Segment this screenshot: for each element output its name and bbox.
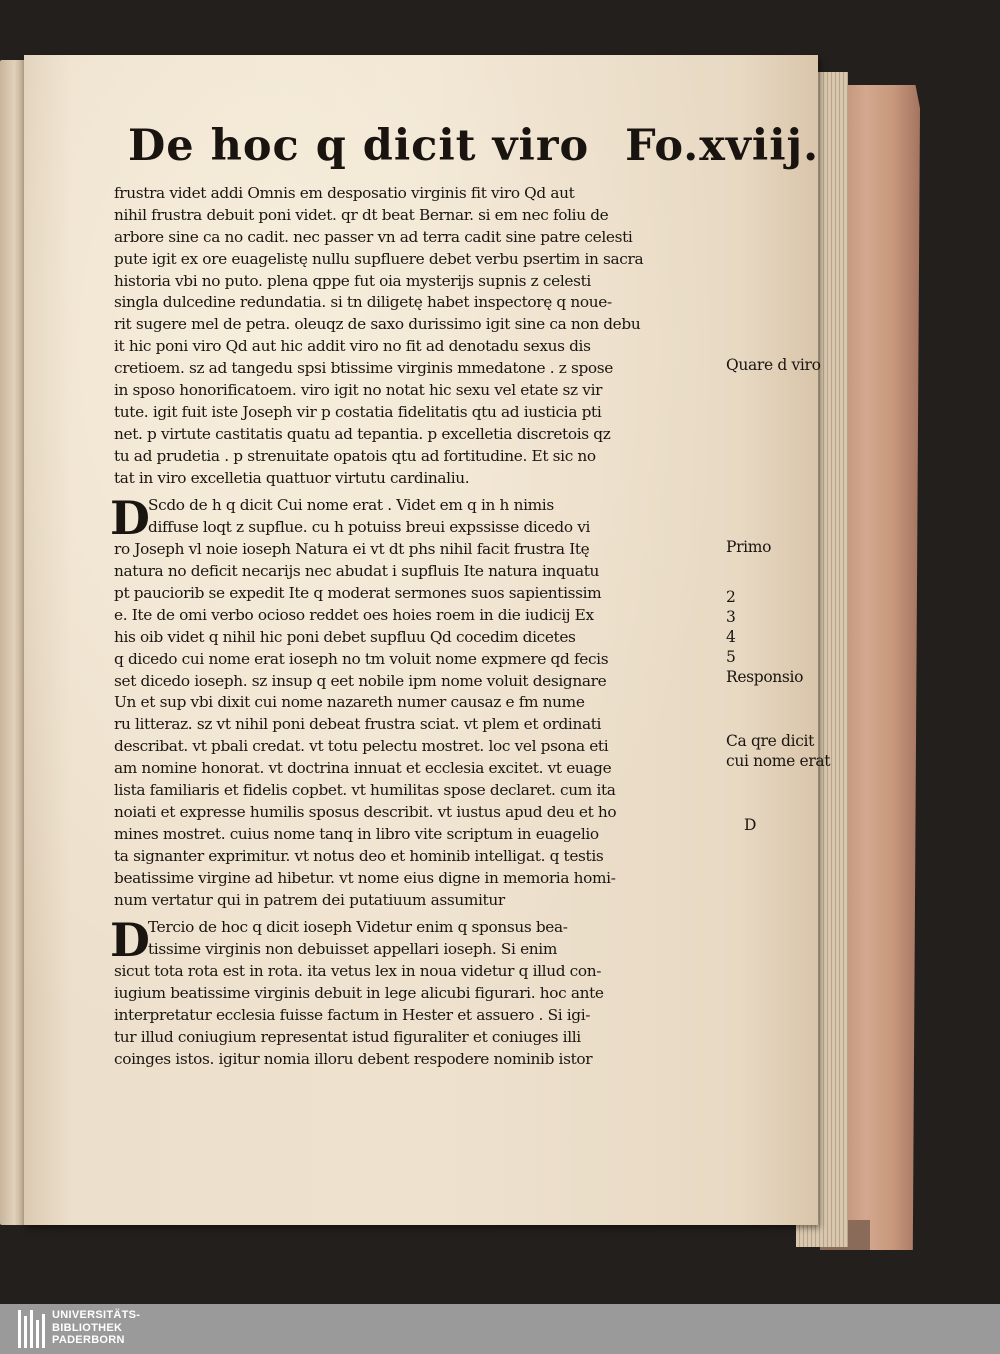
- library-name-line: UNIVERSITÄTS-: [52, 1309, 141, 1321]
- text-line: singla dulcedine redundatia. si tn diligetę habet inspectorę q noue-: [114, 293, 612, 312]
- text-line: natura no deficit necarijs nec abudat i supfluis Ite natura inquatu: [114, 562, 600, 581]
- margin-note: cui nome erat: [726, 752, 831, 770]
- text-line: tat in viro excelletia quattuor virtutu cardinaliu.: [114, 468, 470, 487]
- library-name: [52, 1309, 140, 1347]
- text-line: Tercio de hoc q dicit ioseph Videtur enim q sponsus bea-: [148, 918, 568, 937]
- text-line: pute igit ex ore euagelistę nullu supfluere debet verbu psertim in sacra: [114, 249, 644, 268]
- margin-note: Ca qre dicit: [726, 732, 815, 750]
- book-page: [24, 55, 831, 1225]
- running-heading: [128, 121, 819, 171]
- text-line: it hic poni viro Qd aut hic addit viro no fit ad denotadu sexus dis: [114, 337, 591, 356]
- text-line: ro Joseph vl noie ioseph Natura ei vt dt phs nihil facit frustra Itę: [114, 540, 590, 559]
- text-line: noiati et expresse humilis sposus describit. vt iustus apud deu et ho: [114, 802, 617, 821]
- text-line: his oib videt q nihil hic poni debet supfluu Qd cocedim dicetes: [114, 627, 576, 646]
- text-line: Scdo de h q dicit Cui nome erat . Videt em q in h nimis: [148, 496, 554, 515]
- margin-note: 4: [726, 628, 736, 646]
- text-line: lista familiaris et fidelis copbet. vt humilitas spose declaret. cum ita: [114, 781, 616, 800]
- text-paragraph: [110, 913, 674, 1070]
- text-line: am nomine honorat. vt doctrina innuat et ecclesia excitet. vt euage: [114, 759, 612, 778]
- text-line: sicut tota rota est in rota. ita vetus lex in noua videtur q illud con-: [114, 962, 602, 981]
- drop-initial: D: [110, 491, 150, 546]
- text-line: tur illud coniugium representat istud figuraliter et coniuges illi: [114, 1027, 581, 1046]
- library-footer-bar: [0, 1304, 1000, 1354]
- library-name-line: PADERBORN: [52, 1334, 125, 1346]
- text-line: set dicedo ioseph. sz insup q eet nobile ipm nome voluit designare: [114, 671, 607, 690]
- text-line: rit sugere mel de petra. oleuqz de saxo durissimo igit sine ca non debu: [114, 315, 641, 334]
- text-paragraph: [110, 491, 674, 911]
- main-text-block: [110, 183, 831, 1071]
- text-line: pt pauciorib se expedit Ite q moderat sermones suos sapientissim: [114, 584, 602, 603]
- text-line: tissime virginis non debuisset appellari ioseph. Si enim: [148, 940, 557, 959]
- facing-page-edge: [0, 60, 26, 1225]
- text-paragraph: [114, 183, 674, 489]
- margin-note: 2: [726, 588, 736, 606]
- margin-note: Responsio: [726, 668, 804, 686]
- margin-note: Quare d viro: [726, 356, 821, 374]
- text-line: tu ad prudetia . p strenuitate opatois qtu ad fortitudine. Et sic no: [114, 446, 596, 465]
- text-line: ta signanter exprimitur. vt notus deo et hominib intelligat. q testis: [114, 846, 604, 865]
- margin-note: Primo: [726, 538, 772, 556]
- drop-initial: D: [110, 913, 150, 968]
- margin-note: 5: [726, 648, 736, 666]
- text-line: frustra videt addi Omnis em desposatio virginis fit viro Qd aut: [114, 184, 575, 202]
- text-line: mines mostret. cuius nome tanq in libro vite scriptum in euagelio: [114, 824, 599, 843]
- library-name-line: BIBLIOTHEK: [52, 1321, 123, 1334]
- text-line: diffuse loqt z supflue. cu h potuiss breui expssisse dicedo vi: [148, 518, 591, 537]
- text-line: cretioem. sz ad tangedu spsi btissime virginis mmedatone . z spose: [114, 359, 613, 378]
- text-line: arbore sine ca no cadit. nec passer vn ad terra cadit sine patre celesti: [114, 227, 633, 246]
- text-line: q dicedo cui nome erat ioseph no tm voluit nome expmere qd fecis: [114, 649, 609, 668]
- library-logo-icon: [16, 1308, 46, 1350]
- text-line: in sposo honorificatoem. viro igit no notat hic sexu vel etate sz vir: [114, 381, 603, 400]
- text-line: beatissime virgine ad hibetur. vt nome eius digne in memoria homi-: [114, 868, 616, 887]
- text-line: num vertatur qui in patrem dei putatiuum assumitur: [114, 890, 505, 909]
- text-line: historia vbi no puto. plena qppe fut oia mysterijs supnis z celesti: [114, 271, 591, 290]
- margin-note: 3: [726, 608, 736, 626]
- text-line: coinges istos. igitur nomia illoru debent respodere nominib istor: [114, 1049, 593, 1068]
- text-line: interpretatur ecclesia fuisse factum in Hester et assuero . Si igi-: [114, 1005, 591, 1024]
- text-line: e. Ite de omi verbo ocioso reddet oes hoies roem in die iudicij Ex: [114, 605, 594, 624]
- text-line: tute. igit fuit iste Joseph vir p costatia fidelitatis qtu ad iusticia pti: [114, 402, 602, 421]
- text-line: nihil frustra debuit poni videt. qr dt beat Bernar. si em nec foliu de: [114, 205, 609, 224]
- heading-title: De hoc q dicit viro: [128, 121, 590, 171]
- text-line: describat. vt pbali credat. vt totu pelectu mostret. loc vel psona eti: [114, 737, 609, 756]
- folio-number: Fo.xviij.: [625, 121, 820, 171]
- text-line: Un et sup vbi dixit cui nome nazareth numer causaz e fm nume: [114, 693, 585, 712]
- text-line: iugium beatissime virginis debuit in lege alicubi figurari. hoc ante: [114, 984, 604, 1003]
- text-line: ru litteraz. sz vt nihil poni debeat frustra sciat. vt plem et ordinati: [114, 715, 602, 734]
- margin-note: D: [744, 816, 757, 834]
- text-line: net. p virtute castitatis quatu ad tepantia. p excelletia discretois qz: [114, 424, 611, 443]
